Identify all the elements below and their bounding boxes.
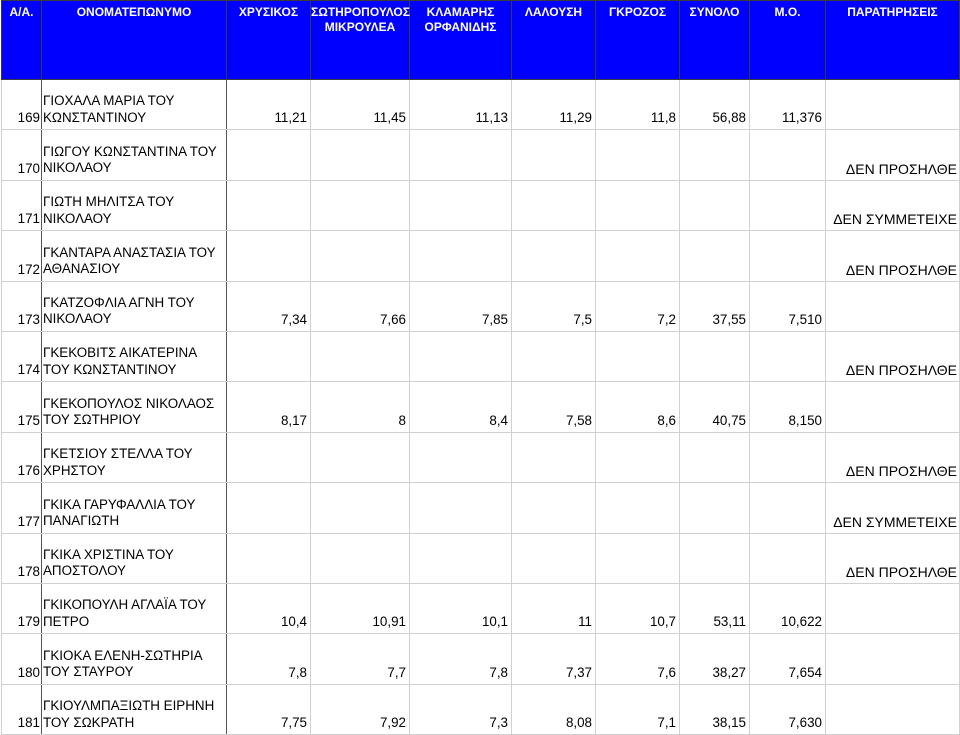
cell-lalousi bbox=[512, 130, 596, 180]
cell-notes: ΔΕΝ ΣΥΜΜΕΤΕΙΧΕ bbox=[826, 483, 960, 533]
cell-sotiropoulos: 7,66 bbox=[311, 281, 410, 331]
cell-synolo bbox=[680, 180, 750, 230]
header-mo: Μ.Ο. bbox=[750, 1, 826, 80]
cell-name: ΓΚΕΤΣΙΟΥ ΣΤΕΛΛΑ ΤΟΥ ΧΡΗΣΤΟΥ bbox=[42, 432, 227, 482]
cell-xrysikos: 7,34 bbox=[227, 281, 311, 331]
header-lalousi: ΛΑΛΟΥΣΗ bbox=[512, 1, 596, 80]
cell-name: ΓΚΙΚΑ ΓΑΡΥΦΑΛΛΙΑ ΤΟΥ ΠΑΝΑΓΙΩΤΗ bbox=[42, 483, 227, 533]
cell-name: ΓΚΙΚΟΠΟΥΛΗ ΑΓΛΑΪΑ ΤΟΥ ΠΕΤΡΟ bbox=[42, 583, 227, 633]
cell-lalousi: 11,29 bbox=[512, 80, 596, 130]
table-row bbox=[2, 382, 960, 432]
cell-grozos: 7,1 bbox=[596, 684, 680, 734]
table-row bbox=[2, 483, 960, 533]
cell-synolo: 38,27 bbox=[680, 634, 750, 684]
cell-synolo bbox=[680, 432, 750, 482]
table-row bbox=[2, 533, 960, 583]
cell-mo bbox=[750, 483, 826, 533]
cell-klamaris bbox=[410, 231, 512, 281]
header-synolo: ΣΥΝΟΛΟ bbox=[680, 1, 750, 80]
header-grozos: ΓΚΡΟΖΟΣ bbox=[596, 1, 680, 80]
cell-klamaris: 7,8 bbox=[410, 634, 512, 684]
cell-sotiropoulos: 7,92 bbox=[311, 684, 410, 734]
cell-mo: 8,150 bbox=[750, 382, 826, 432]
cell-xrysikos bbox=[227, 432, 311, 482]
cell-lalousi: 7,37 bbox=[512, 634, 596, 684]
cell-sotiropoulos bbox=[311, 331, 410, 381]
cell-xrysikos: 7,8 bbox=[227, 634, 311, 684]
cell-klamaris bbox=[410, 483, 512, 533]
cell-lalousi bbox=[512, 533, 596, 583]
cell-lalousi: 8,08 bbox=[512, 684, 596, 734]
cell-klamaris: 8,4 bbox=[410, 382, 512, 432]
cell-synolo: 40,75 bbox=[680, 382, 750, 432]
cell-klamaris: 7,3 bbox=[410, 684, 512, 734]
cell-synolo bbox=[680, 533, 750, 583]
cell-synolo: 53,11 bbox=[680, 583, 750, 633]
cell-notes: ΔΕΝ ΠΡΟΣΗΛΘΕ bbox=[826, 231, 960, 281]
cell-klamaris bbox=[410, 533, 512, 583]
cell-lalousi bbox=[512, 180, 596, 230]
cell-sotiropoulos: 8 bbox=[311, 382, 410, 432]
cell-grozos: 10,7 bbox=[596, 583, 680, 633]
cell-mo: 10,622 bbox=[750, 583, 826, 633]
cell-synolo bbox=[680, 130, 750, 180]
results-table bbox=[1, 0, 960, 735]
cell-grozos: 11,8 bbox=[596, 80, 680, 130]
cell-mo: 7,654 bbox=[750, 634, 826, 684]
cell-name: ΓΙΟΧΑΛΑ ΜΑΡΙΑ ΤΟΥ ΚΩΝΣΤΑΝΤΙΝΟΥ bbox=[42, 80, 227, 130]
table-row bbox=[2, 331, 960, 381]
cell-grozos bbox=[596, 231, 680, 281]
cell-lalousi bbox=[512, 483, 596, 533]
cell-aa: 171 bbox=[2, 180, 42, 230]
cell-grozos bbox=[596, 331, 680, 381]
cell-xrysikos bbox=[227, 231, 311, 281]
cell-aa: 179 bbox=[2, 583, 42, 633]
cell-mo bbox=[750, 331, 826, 381]
table-row bbox=[2, 130, 960, 180]
cell-aa: 178 bbox=[2, 533, 42, 583]
header-name: ΟΝΟΜΑΤΕΠΩΝΥΜΟ bbox=[42, 1, 227, 80]
cell-xrysikos: 8,17 bbox=[227, 382, 311, 432]
cell-name: ΓΚΑΝΤΑΡΑ ΑΝΑΣΤΑΣΙΑ ΤΟΥ ΑΘΑΝΑΣΙΟΥ bbox=[42, 231, 227, 281]
cell-name: ΓΙΩΤΗ ΜΗΛΙΤΣΑ ΤΟΥ ΝΙΚΟΛΑΟΥ bbox=[42, 180, 227, 230]
cell-sotiropoulos bbox=[311, 432, 410, 482]
table-row bbox=[2, 684, 960, 734]
cell-grozos: 8,6 bbox=[596, 382, 680, 432]
table-row bbox=[2, 583, 960, 633]
table-body bbox=[2, 80, 960, 735]
cell-name: ΓΚΕΚΟΒΙΤΣ ΑΙΚΑΤΕΡΙΝΑ ΤΟΥ ΚΩΝΣΤΑΝΤΙΝΟΥ bbox=[42, 331, 227, 381]
cell-mo: 11,376 bbox=[750, 80, 826, 130]
cell-notes bbox=[826, 281, 960, 331]
cell-xrysikos: 11,21 bbox=[227, 80, 311, 130]
cell-sotiropoulos bbox=[311, 483, 410, 533]
header-notes: ΠΑΡΑΤΗΡΗΣΕΙΣ bbox=[826, 1, 960, 80]
cell-grozos bbox=[596, 533, 680, 583]
cell-klamaris: 10,1 bbox=[410, 583, 512, 633]
cell-name: ΓΚΙΟΥΛΜΠΑΞΙΩΤΗ ΕΙΡΗΝΗ ΤΟΥ ΣΩΚΡΑΤΗ bbox=[42, 684, 227, 734]
cell-sotiropoulos: 11,45 bbox=[311, 80, 410, 130]
cell-mo bbox=[750, 231, 826, 281]
cell-notes: ΔΕΝ ΠΡΟΣΗΛΘΕ bbox=[826, 432, 960, 482]
cell-aa: 173 bbox=[2, 281, 42, 331]
cell-xrysikos bbox=[227, 533, 311, 583]
cell-mo bbox=[750, 432, 826, 482]
table-row bbox=[2, 180, 960, 230]
cell-grozos: 7,2 bbox=[596, 281, 680, 331]
cell-lalousi: 7,5 bbox=[512, 281, 596, 331]
cell-lalousi bbox=[512, 231, 596, 281]
cell-aa: 170 bbox=[2, 130, 42, 180]
table-row bbox=[2, 634, 960, 684]
cell-aa: 177 bbox=[2, 483, 42, 533]
cell-grozos bbox=[596, 130, 680, 180]
cell-mo bbox=[750, 130, 826, 180]
cell-name: ΓΙΩΓΟΥ ΚΩΝΣΤΑΝΤΙΝΑ ΤΟΥ ΝΙΚΟΛΑΟΥ bbox=[42, 130, 227, 180]
cell-aa: 172 bbox=[2, 231, 42, 281]
cell-klamaris bbox=[410, 432, 512, 482]
cell-sotiropoulos bbox=[311, 231, 410, 281]
table-row bbox=[2, 432, 960, 482]
cell-xrysikos bbox=[227, 331, 311, 381]
cell-mo: 7,630 bbox=[750, 684, 826, 734]
cell-notes bbox=[826, 80, 960, 130]
cell-name: ΓΚΙΟΚΑ ΕΛΕΝΗ-ΣΩΤΗΡΙΑ ΤΟΥ ΣΤΑΥΡΟΥ bbox=[42, 634, 227, 684]
table-row bbox=[2, 80, 960, 130]
cell-xrysikos: 10,4 bbox=[227, 583, 311, 633]
cell-synolo bbox=[680, 231, 750, 281]
cell-klamaris bbox=[410, 331, 512, 381]
cell-name: ΓΚΑΤΖΟΦΛΙΑ ΑΓΝΗ ΤΟΥ ΝΙΚΟΛΑΟΥ bbox=[42, 281, 227, 331]
cell-grozos bbox=[596, 180, 680, 230]
header-sotiropoulos: ΣΩΤΗΡΟΠΟΥΛΟΣ ΜΙΚΡΟΥΛΕΑ bbox=[311, 1, 410, 80]
cell-grozos bbox=[596, 432, 680, 482]
cell-notes: ΔΕΝ ΠΡΟΣΗΛΘΕ bbox=[826, 533, 960, 583]
cell-synolo: 38,15 bbox=[680, 684, 750, 734]
cell-sotiropoulos bbox=[311, 130, 410, 180]
cell-klamaris: 7,85 bbox=[410, 281, 512, 331]
cell-mo bbox=[750, 180, 826, 230]
cell-aa: 176 bbox=[2, 432, 42, 482]
cell-notes bbox=[826, 684, 960, 734]
cell-sotiropoulos bbox=[311, 533, 410, 583]
cell-notes: ΔΕΝ ΣΥΜΜΕΤΕΙΧΕ bbox=[826, 180, 960, 230]
cell-mo: 7,510 bbox=[750, 281, 826, 331]
cell-aa: 169 bbox=[2, 80, 42, 130]
cell-sotiropoulos bbox=[311, 180, 410, 230]
cell-notes bbox=[826, 583, 960, 633]
cell-klamaris bbox=[410, 130, 512, 180]
cell-notes: ΔΕΝ ΠΡΟΣΗΛΘΕ bbox=[826, 130, 960, 180]
cell-xrysikos bbox=[227, 483, 311, 533]
cell-notes: ΔΕΝ ΠΡΟΣΗΛΘΕ bbox=[826, 331, 960, 381]
cell-sotiropoulos: 7,7 bbox=[311, 634, 410, 684]
cell-synolo bbox=[680, 331, 750, 381]
cell-klamaris: 11,13 bbox=[410, 80, 512, 130]
header-klamaris: ΚΛΑΜΑΡΗΣ ΟΡΦΑΝΙΔΗΣ bbox=[410, 1, 512, 80]
cell-xrysikos bbox=[227, 180, 311, 230]
cell-xrysikos: 7,75 bbox=[227, 684, 311, 734]
header-row bbox=[2, 1, 960, 80]
cell-lalousi bbox=[512, 432, 596, 482]
cell-xrysikos bbox=[227, 130, 311, 180]
cell-aa: 181 bbox=[2, 684, 42, 734]
cell-synolo bbox=[680, 483, 750, 533]
cell-synolo: 56,88 bbox=[680, 80, 750, 130]
cell-lalousi: 7,58 bbox=[512, 382, 596, 432]
cell-grozos: 7,6 bbox=[596, 634, 680, 684]
table-row bbox=[2, 231, 960, 281]
cell-aa: 175 bbox=[2, 382, 42, 432]
cell-sotiropoulos: 10,91 bbox=[311, 583, 410, 633]
cell-klamaris bbox=[410, 180, 512, 230]
cell-synolo: 37,55 bbox=[680, 281, 750, 331]
cell-mo bbox=[750, 533, 826, 583]
cell-name: ΓΚΙΚΑ ΧΡΙΣΤΙΝΑ ΤΟΥ ΑΠΟΣΤΟΛΟΥ bbox=[42, 533, 227, 583]
cell-lalousi bbox=[512, 331, 596, 381]
cell-grozos bbox=[596, 483, 680, 533]
header-xrysikos: ΧΡΥΣΙΚΟΣ bbox=[227, 1, 311, 80]
table-row bbox=[2, 281, 960, 331]
cell-notes bbox=[826, 634, 960, 684]
cell-notes bbox=[826, 382, 960, 432]
cell-lalousi: 11 bbox=[512, 583, 596, 633]
header-aa: Α/Α. bbox=[2, 1, 42, 80]
cell-aa: 180 bbox=[2, 634, 42, 684]
cell-name: ΓΚΕΚΟΠΟΥΛΟΣ ΝΙΚΟΛΑΟΣ ΤΟΥ ΣΩΤΗΡΙΟΥ bbox=[42, 382, 227, 432]
cell-aa: 174 bbox=[2, 331, 42, 381]
